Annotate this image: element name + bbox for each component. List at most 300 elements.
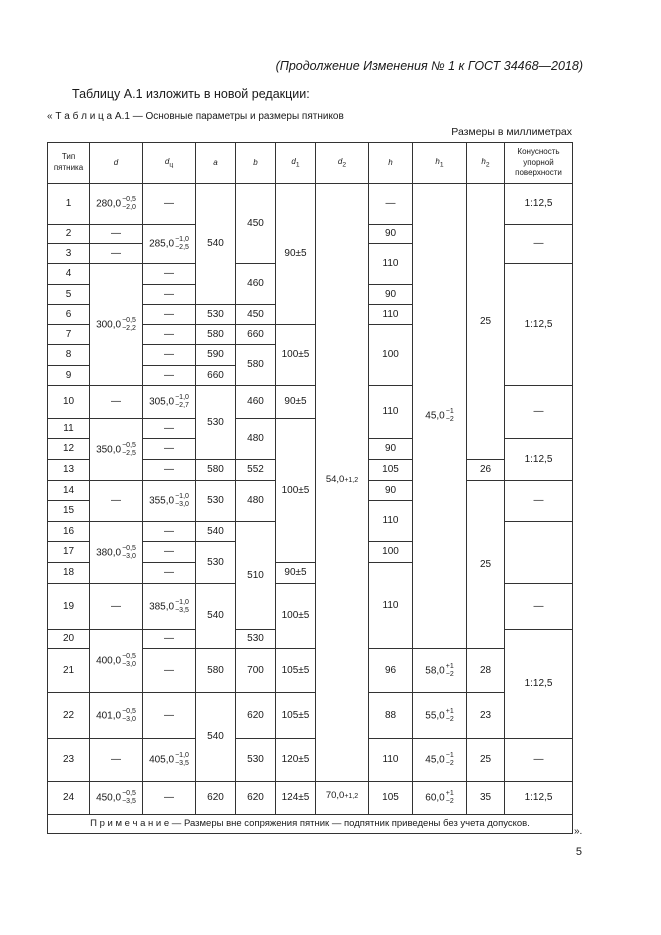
cell-value: 23 (62, 754, 75, 766)
cell-h2 (467, 460, 505, 481)
cell-b (236, 739, 276, 782)
cell-value: 70,0 (325, 789, 345, 801)
tolerance (446, 663, 454, 679)
cell-kon (505, 264, 573, 386)
cell-value: — (164, 198, 174, 210)
tolerance-lower: −2,5 (175, 244, 189, 251)
header-d2: $d_2$ (316, 143, 369, 184)
cell-h1 (413, 184, 467, 649)
cell-value: — (533, 600, 544, 612)
cell-tip (48, 285, 90, 305)
cell-d (90, 584, 143, 630)
cell-value: 1:12,5 (524, 318, 553, 330)
cell-kon (505, 225, 573, 264)
table-row (48, 693, 573, 739)
cell-dc (143, 542, 196, 563)
cell-h (369, 244, 413, 285)
cell-value: 530 (207, 556, 224, 568)
cell-a (196, 542, 236, 584)
cell-value: 21 (62, 664, 75, 676)
cell-value: 16 (62, 525, 75, 537)
tolerance (175, 394, 189, 410)
cell-kon (505, 184, 573, 225)
cell-h (369, 225, 413, 244)
tolerance (446, 708, 454, 724)
header-b: b (236, 143, 276, 184)
cell-value: 100±5 (281, 349, 310, 361)
cell-value: — (164, 328, 174, 340)
cell-tip (48, 649, 90, 693)
cell-value: 385,0 (149, 601, 175, 613)
cell-tip (48, 522, 90, 542)
cell-tip (48, 366, 90, 386)
cell-dc (143, 584, 196, 630)
cell-b (236, 386, 276, 419)
cell-d (90, 739, 143, 782)
cell-tip (48, 419, 90, 439)
cell-value: 380,0 (96, 547, 122, 559)
cell-value: 580 (207, 328, 224, 340)
cell-value: 400,0 (96, 655, 122, 667)
cell-h (369, 782, 413, 815)
cell-tip (48, 460, 90, 481)
tolerance (446, 752, 454, 768)
tolerance-upper: −1 (445, 752, 454, 759)
cell-value: 280,0 (96, 198, 122, 210)
cell-value: 9 (65, 369, 72, 381)
cell-value: 90 (384, 484, 397, 496)
caption-quote: « (47, 111, 53, 122)
cell-tip (48, 305, 90, 325)
header-d: d (90, 143, 143, 184)
cell-d2 (316, 782, 369, 815)
cell-d1 (276, 325, 316, 386)
cell-a (196, 522, 236, 542)
parameters-table (47, 142, 573, 834)
cell-dc (143, 481, 196, 522)
cell-value: 1:12,5 (524, 453, 553, 465)
cell-tip (48, 563, 90, 584)
units-label: Размеры в миллиметрах (451, 126, 572, 138)
tolerance-upper: −0,5 (122, 544, 136, 552)
tolerance-upper: +1,2 (344, 477, 359, 485)
cell-value: 90 (384, 443, 397, 455)
tolerance-upper: −0,5 (122, 707, 136, 715)
cell-d1 (276, 739, 316, 782)
cell-b (236, 305, 276, 325)
cell-value: — (164, 633, 174, 645)
cell-value: 355,0 (149, 495, 175, 507)
cell-value: 480 (247, 433, 264, 445)
cell-h (369, 460, 413, 481)
tolerance-lower: −2 (445, 798, 454, 805)
cell-value: 1:12,5 (524, 678, 553, 690)
header-d1: $d_1$ (276, 143, 316, 184)
cell-a (196, 184, 236, 305)
cell-value: — (164, 268, 174, 280)
tolerance (122, 708, 136, 724)
cell-value: 580 (247, 359, 264, 371)
cell-h2 (467, 782, 505, 815)
cell-b (236, 481, 276, 522)
cell-kon (505, 739, 573, 782)
cell-value: 105±5 (281, 709, 310, 721)
table-row (48, 782, 573, 815)
cell-value: 401,0 (96, 710, 122, 722)
cell-kon (505, 439, 573, 481)
tolerance (122, 653, 136, 669)
cell-value: — (164, 464, 174, 476)
cell-dc (143, 630, 196, 649)
cell-value: 90 (384, 228, 397, 240)
cell-value: — (164, 288, 174, 300)
cell-value: — (111, 754, 121, 766)
tolerance (175, 236, 189, 252)
cell-value: 100±5 (281, 610, 310, 622)
cell-dc (143, 782, 196, 815)
cell-value: 540 (207, 238, 224, 250)
cell-value: 105±5 (281, 664, 310, 676)
cell-kon (505, 386, 573, 439)
cell-value: 110 (382, 515, 399, 527)
cell-value: 100±5 (281, 484, 310, 496)
cell-value: — (164, 525, 174, 537)
cell-value: — (164, 664, 174, 676)
cell-dc (143, 225, 196, 264)
cell-value: 15 (62, 505, 75, 517)
cell-value: 60,0 (425, 792, 445, 804)
tolerance-upper: +1 (445, 790, 454, 797)
cell-tip (48, 584, 90, 630)
cell-value: — (111, 228, 121, 240)
cell-value: 1:12,5 (524, 792, 553, 804)
cell-value: 88 (384, 709, 397, 721)
cell-kon (505, 522, 573, 584)
cell-value: 10 (62, 396, 75, 408)
cell-b (236, 264, 276, 305)
cell-value: — (164, 546, 174, 558)
tolerance-lower: −3,0 (122, 715, 136, 723)
table-note: П р и м е ч а н и е — Размеры вне сопряжения пятник — подпятник приведены без учета допусков. (48, 815, 573, 834)
cell-tip (48, 439, 90, 460)
cell-value: 540 (207, 525, 224, 537)
cell-tip (48, 184, 90, 225)
cell-value: — (533, 754, 544, 766)
tolerance-lower: −3,0 (122, 661, 136, 668)
cell-h (369, 184, 413, 225)
cell-value: 660 (207, 369, 224, 381)
cell-value: — (111, 396, 121, 408)
cell-a (196, 782, 236, 815)
cell-a (196, 481, 236, 522)
cell-dc (143, 305, 196, 325)
cell-dc (143, 522, 196, 542)
cell-d (90, 225, 143, 244)
tolerance-upper: −0,5 (122, 653, 136, 660)
cell-value: 25 (479, 315, 492, 327)
table-caption (47, 111, 344, 122)
cell-value: 124±5 (281, 792, 310, 804)
page-number: 5 (575, 846, 582, 858)
cell-value: 580 (207, 664, 224, 676)
tolerance-upper: −0,5 (122, 441, 136, 449)
cell-tip (48, 264, 90, 285)
cell-value: 620 (247, 709, 264, 721)
cell-value: 22 (62, 709, 75, 721)
cell-value: 11 (63, 422, 74, 434)
cell-value: 19 (62, 600, 75, 612)
cell-value: 530 (247, 633, 264, 645)
cell-kon (505, 782, 573, 815)
cell-value: 54,0 (325, 474, 345, 486)
cell-value: 120±5 (281, 754, 310, 766)
cell-a (196, 345, 236, 366)
tolerance-lower: −2 (445, 416, 454, 423)
cell-value: 12 (62, 443, 75, 455)
cell-tip (48, 244, 90, 264)
cell-h (369, 439, 413, 460)
header-h: h (369, 143, 413, 184)
cell-b (236, 693, 276, 739)
cell-h (369, 739, 413, 782)
tolerance-upper: −0,5 (122, 196, 136, 203)
cell-value: 26 (479, 464, 492, 476)
tolerance-lower: −3,5 (122, 798, 136, 805)
cell-d1 (276, 184, 316, 325)
cell-dc (143, 439, 196, 460)
cell-value: 110 (382, 308, 399, 320)
cell-d (90, 693, 143, 739)
tolerance (446, 790, 454, 806)
cell-value: 90±5 (284, 248, 307, 260)
cell-tip (48, 630, 90, 649)
cell-value: 540 (207, 610, 224, 622)
note-row (48, 815, 573, 834)
cell-value: 5 (65, 288, 72, 300)
cell-value: — (164, 349, 174, 361)
cell-a (196, 366, 236, 386)
cell-h2 (467, 649, 505, 693)
cell-b (236, 460, 276, 481)
cell-value: 110 (382, 406, 399, 418)
cell-h (369, 325, 413, 386)
cell-h1 (413, 649, 467, 693)
cell-dc (143, 285, 196, 305)
tolerance (122, 790, 136, 806)
cell-value: 1:12,5 (524, 198, 553, 210)
cell-h (369, 649, 413, 693)
cell-d1 (276, 563, 316, 584)
cell-h1 (413, 739, 467, 782)
cell-d (90, 244, 143, 264)
tolerance (122, 442, 136, 458)
tolerance-lower: −2,0 (122, 204, 136, 211)
tolerance (122, 317, 136, 333)
cell-h (369, 693, 413, 739)
cell-h (369, 563, 413, 649)
cell-a (196, 584, 236, 649)
cell-d (90, 419, 143, 481)
cell-value: 660 (247, 328, 264, 340)
cell-value: 35 (479, 792, 492, 804)
tolerance (175, 493, 189, 509)
cell-h (369, 481, 413, 501)
cell-value: 530 (207, 308, 224, 320)
cell-value: 25 (479, 558, 492, 570)
cell-tip (48, 386, 90, 419)
header-dc: $d_ц$ (143, 143, 196, 184)
tolerance (122, 545, 136, 561)
cell-dc (143, 345, 196, 366)
tolerance-lower: −2,5 (122, 449, 136, 457)
cell-dc (143, 693, 196, 739)
cell-tip (48, 345, 90, 366)
tolerance-lower: −3,5 (175, 760, 189, 767)
cell-value: — (111, 247, 121, 259)
cell-value: 700 (247, 664, 264, 676)
table-row (48, 184, 573, 225)
cell-value: 2 (65, 228, 72, 240)
cell-value: 105 (382, 464, 399, 476)
cell-d1 (276, 782, 316, 815)
cell-value: — (533, 238, 544, 250)
cell-tip (48, 542, 90, 563)
tolerance-lower: −3,0 (122, 552, 136, 560)
cell-d1 (276, 693, 316, 739)
cell-value: 300,0 (96, 319, 122, 331)
cell-d (90, 184, 143, 225)
cell-value: — (164, 709, 174, 721)
cell-value: 3 (65, 247, 72, 259)
cell-value: 450 (247, 308, 264, 320)
cell-h1 (413, 782, 467, 815)
cell-d1 (276, 584, 316, 649)
cell-b (236, 419, 276, 460)
closing-quote: ». (574, 826, 583, 837)
cell-value: 25 (479, 754, 492, 766)
cell-value: 7 (65, 328, 72, 340)
cell-value: 530 (207, 416, 224, 428)
cell-d (90, 481, 143, 522)
cell-a (196, 386, 236, 460)
cell-value: 450 (247, 217, 264, 229)
cell-value: 8 (65, 349, 72, 361)
cell-h2 (467, 739, 505, 782)
cell-value: 580 (207, 464, 224, 476)
cell-h (369, 386, 413, 439)
cell-d (90, 264, 143, 386)
cell-dc (143, 325, 196, 345)
cell-value: — (533, 495, 544, 507)
cell-b (236, 630, 276, 649)
cell-tip (48, 739, 90, 782)
cell-value: 450,0 (96, 792, 122, 804)
tolerance-upper: −0,5 (122, 790, 136, 797)
cell-value: 510 (247, 569, 264, 581)
cell-tip (48, 782, 90, 815)
cell-value: 350,0 (96, 444, 122, 456)
table-body (48, 184, 573, 834)
tolerance (175, 752, 189, 768)
tolerance (122, 196, 136, 212)
cell-value: 20 (62, 633, 75, 645)
cell-b (236, 325, 276, 345)
cell-h (369, 285, 413, 305)
cell-dc (143, 184, 196, 225)
cell-value: 90±5 (284, 567, 307, 579)
cell-value: 460 (247, 396, 264, 408)
tolerance (446, 408, 454, 424)
cell-dc (143, 419, 196, 439)
cell-b (236, 782, 276, 815)
cell-value: — (111, 600, 121, 612)
cell-value: 90±5 (284, 396, 307, 408)
cell-value: 96 (384, 664, 397, 676)
cell-value: 28 (479, 664, 492, 676)
cell-b (236, 649, 276, 693)
cell-a (196, 649, 236, 693)
header-h1: $h_1$ (413, 143, 467, 184)
tolerance-lower: −2 (445, 760, 454, 767)
cell-dc (143, 264, 196, 285)
cell-tip (48, 693, 90, 739)
cell-value: 18 (62, 567, 75, 579)
cell-d1 (276, 649, 316, 693)
cell-a (196, 693, 236, 782)
cell-dc (143, 739, 196, 782)
cell-dc (143, 366, 196, 386)
cell-kon (505, 481, 573, 522)
tolerance-upper: +1 (445, 662, 454, 670)
cell-value: 23 (479, 709, 492, 721)
cell-value: 552 (247, 464, 264, 476)
cell-value: — (111, 495, 121, 507)
cell-dc (143, 386, 196, 419)
document-header: (Продолжение Изменения № 1 к ГОСТ 34468—2018) (275, 59, 583, 73)
cell-value: 45,0 (425, 410, 445, 422)
tolerance-upper: +1 (445, 707, 454, 715)
cell-value: 4 (65, 268, 72, 280)
tolerance-upper: −1,0 (175, 598, 189, 606)
cell-value: 530 (207, 495, 224, 507)
cell-h (369, 305, 413, 325)
cell-h2 (467, 481, 505, 649)
table-row (48, 739, 573, 782)
cell-h (369, 501, 413, 542)
cell-value: 480 (247, 495, 264, 507)
cell-b (236, 184, 276, 264)
cell-value: 55,0 (425, 710, 445, 722)
tolerance-lower: −3,0 (175, 501, 189, 508)
cell-kon (505, 630, 573, 739)
cell-value: 590 (207, 349, 224, 361)
instruction-text: Таблицу А.1 изложить в новой редакции: (72, 87, 310, 101)
tolerance-lower: −3,5 (175, 606, 189, 614)
cell-d1 (276, 386, 316, 419)
cell-value: 285,0 (149, 238, 175, 250)
cell-value: 1 (65, 198, 72, 210)
tolerance-upper: −1,0 (175, 493, 189, 500)
cell-dc (143, 649, 196, 693)
cell-h1 (413, 693, 467, 739)
cell-value: 6 (65, 308, 72, 320)
cell-d (90, 386, 143, 419)
cell-h (369, 542, 413, 563)
cell-a (196, 460, 236, 481)
cell-value: 305,0 (149, 396, 175, 408)
cell-tip (48, 481, 90, 501)
cell-value: — (164, 422, 174, 434)
